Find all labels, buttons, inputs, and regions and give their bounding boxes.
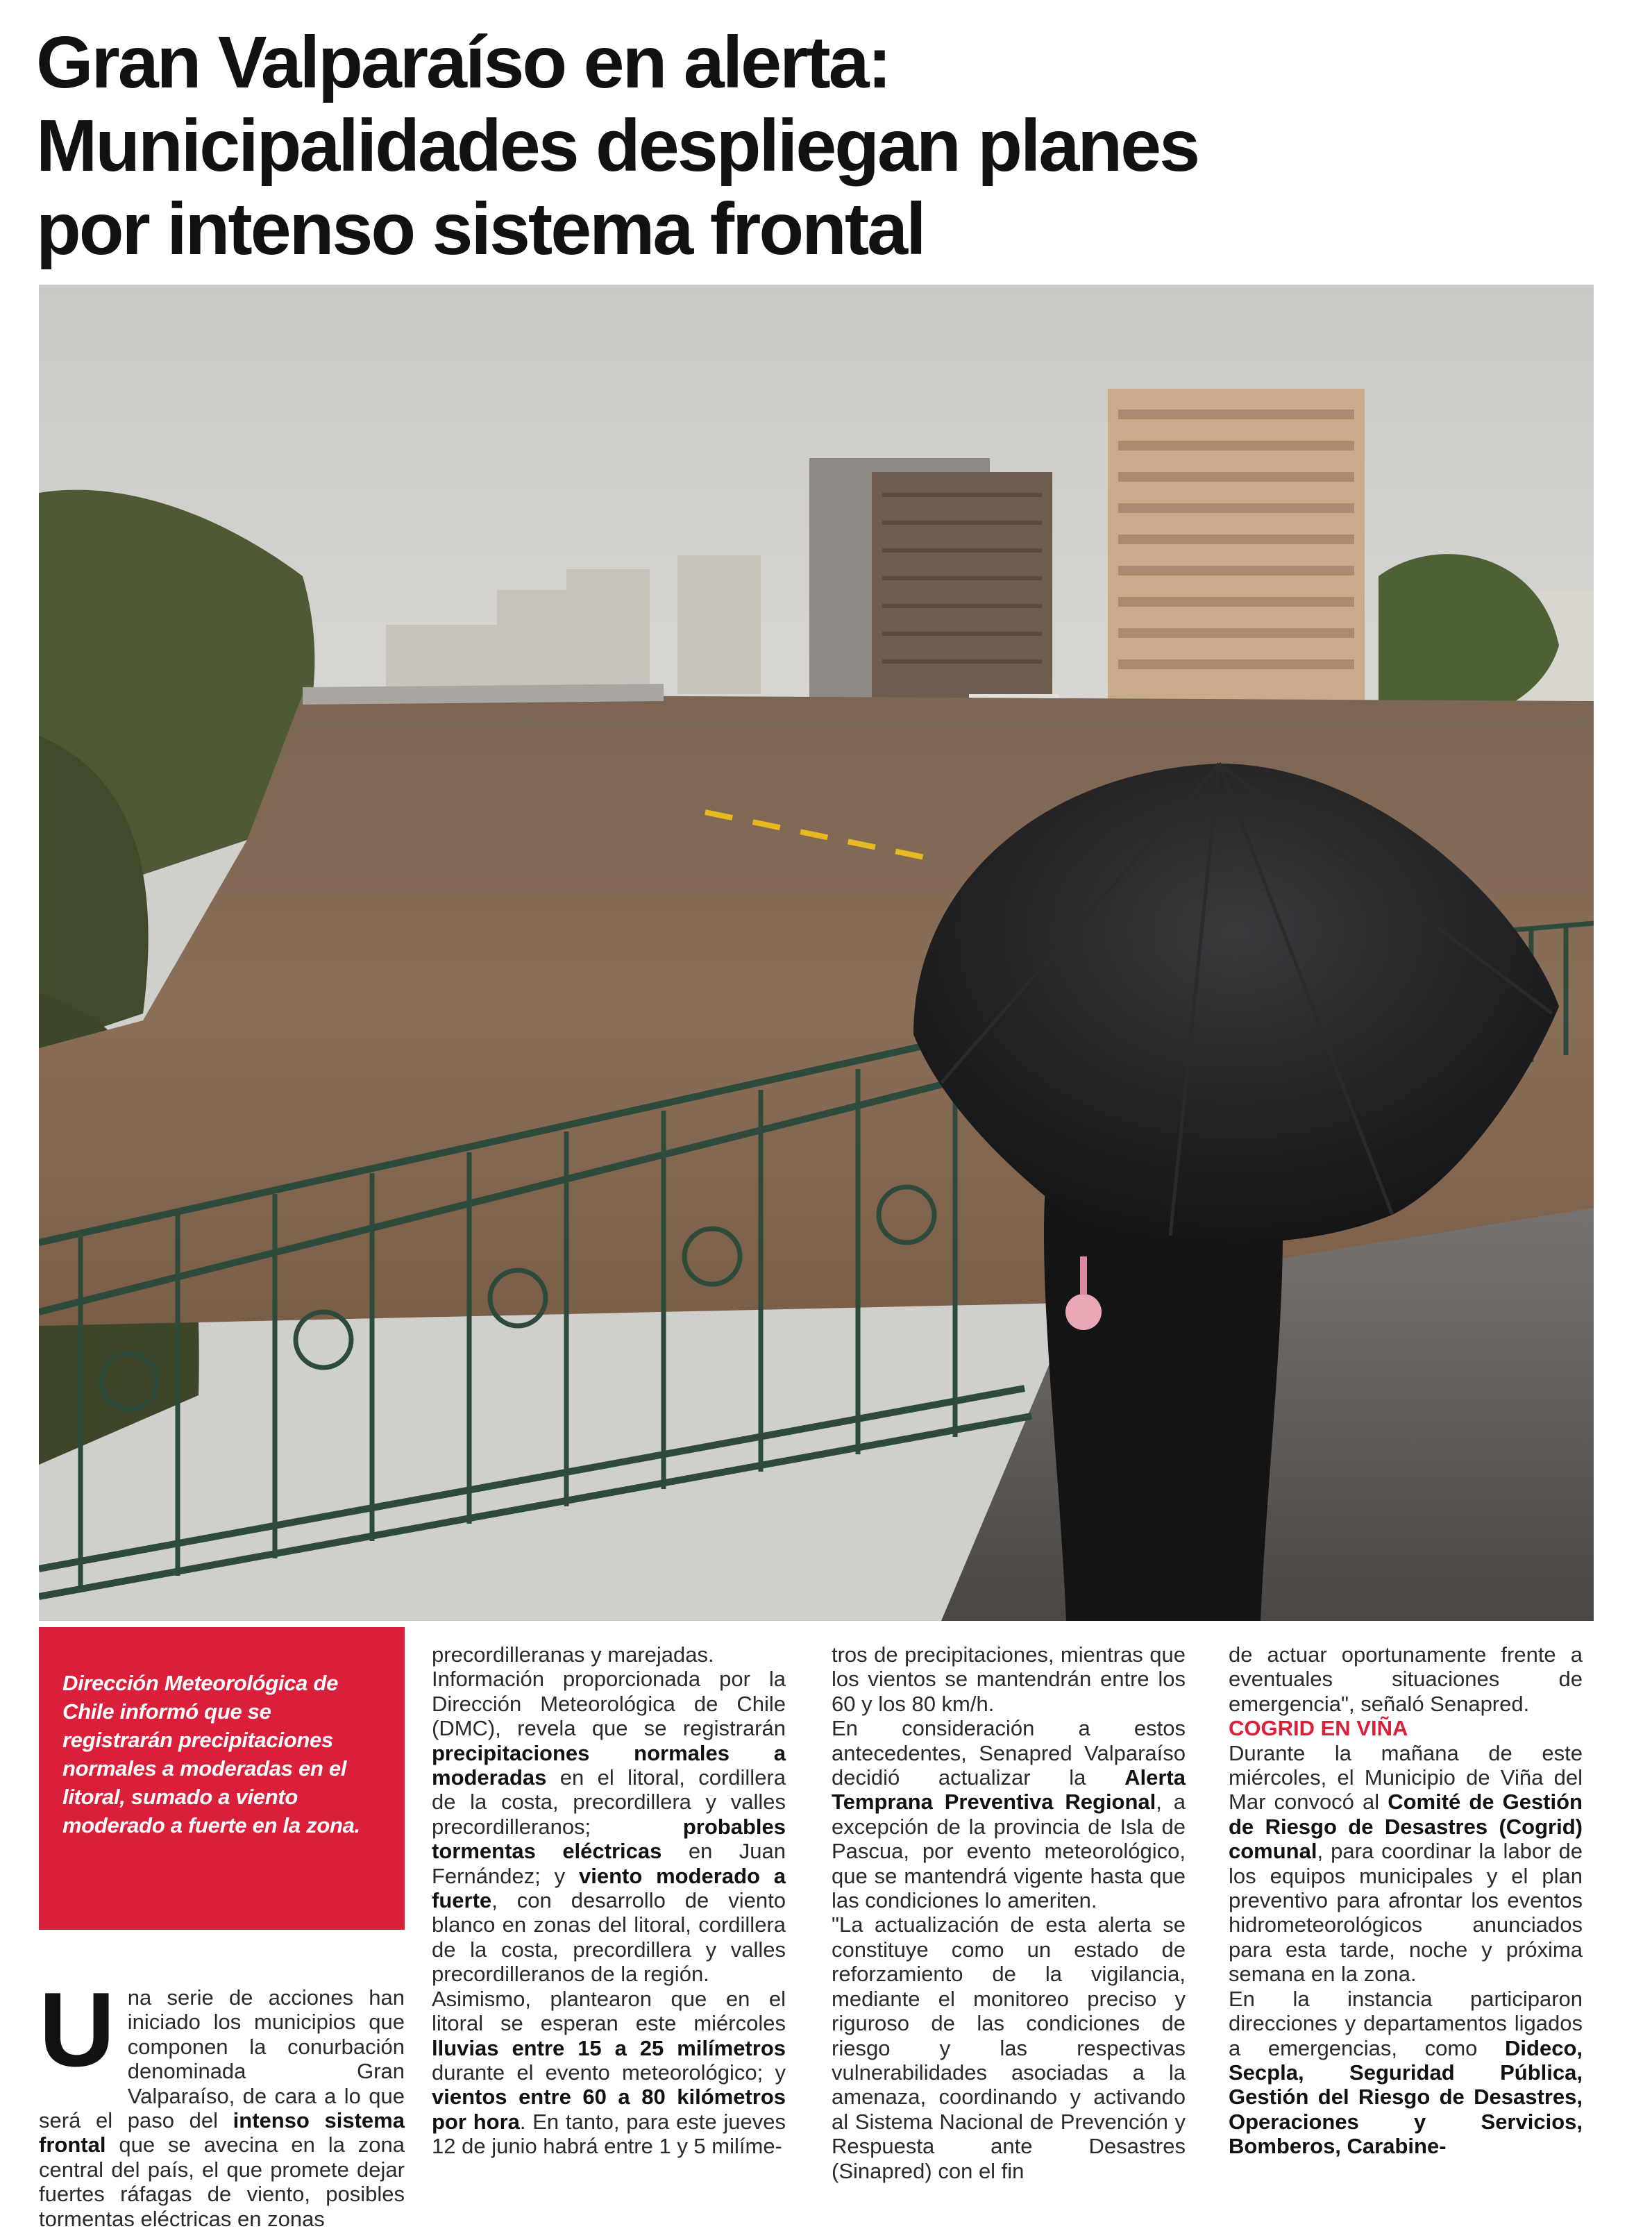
paragraph: En consideración a estos antecedentes, Senapred Valparaíso decidió actualizar la Alerta Temprana Preventiva Regional, a excepción de la provincia de Isla de Pascua, por evento meteorológico, que se mantendrá vigente hasta que las condiciones lo ameriten. — [832, 1716, 1186, 1913]
column-2 — [432, 1642, 786, 2159]
paragraph: na serie de acciones han iniciado los municipios que componen la conurbación denominada Gran Valparaíso, de cara a lo que será el paso del intenso sistema frontal que se avecina en la zona central del país, el que promete dejar fuertes ráfagas de viento, posibles tormentas eléctricas en zonas — [39, 1985, 405, 2231]
paragraph: de actuar oportunamente frente a eventuales situaciones de emergencia", señaló Senapred. — [1229, 1642, 1583, 1716]
paragraph: En la instancia participaron direcciones y departamentos ligados a emergencias, como Dideco, Secpla, Seguridad Pública, Gestión del Riesgo de Desastres, Operaciones y Servicios, Bomberos, Carabine- — [1229, 1986, 1583, 2159]
paragraph: tros de precipitaciones, mientras que los vientos se mantendrán entre los 60 y los 80 km/h. — [832, 1642, 1186, 1716]
drop-cap: U — [39, 1971, 115, 2089]
summary-text: Dirección Meteorológica de Chile informó que se registrarán precipitaciones normales a moderadas en el litoral, sumado a viento moderado a fuerte en la zona. — [62, 1671, 360, 1837]
paragraph: precordilleranas y marejadas. — [432, 1642, 714, 1667]
headline-line-3: por intenso sistema frontal — [36, 188, 925, 270]
article-photo — [39, 285, 1594, 1621]
summary-box — [39, 1627, 405, 1930]
subhead: COGRID EN VIÑA — [1229, 1716, 1408, 1741]
paragraph: Información proporcionada por la Dirección Meteorológica de Chile (DMC), revela que se registrarán precipitaciones normales a moderadas en el litoral, cordillera de la costa, precordillera y valles precordilleranos; probables tormentas eléctricas en Juan Fernández; y viento moderado a fuerte, con desarrollo de viento blanco en zonas del litoral, cordillera de la costa, precordillera y valles precordilleranos de la región. — [432, 1667, 786, 1987]
paragraph: Durante la mañana de este miércoles, el Municipio de Viña del Mar convocó al Comité de Gestión de Riesgo de Desastres (Cogrid) comunal, para coordinar la labor de los equipos municipales y el plan preventivo para afrontar los eventos hidrometeorológicos anunciados para esta tarde, noche y próxima semana en la zona. — [1229, 1740, 1583, 1987]
paragraph: "La actualización de esta alerta se constituye como un estado de reforzamiento de la vigilancia, mediante el monitoreo preciso y riguroso de las condiciones de riesgo y las respectivas vulnerabilidades asociadas a la amenaza, coordinando y activando al Sistema Nacional de Prevención y Respuesta ante Desastres (Sinapred) con el fin — [832, 1912, 1186, 2183]
headline-line-2: Municipalidades despliegan planes — [36, 105, 1199, 187]
paragraph: Asimismo, plantearon que en el litoral se esperan este miércoles lluvias entre 15 a 25 milímetros durante el evento meteorológico; y vientos entre 60 a 80 kilómetros por hora. En tanto, para este jueves 12 de junio habrá entre 1 y 5 milíme- — [432, 1986, 786, 2159]
column-3 — [832, 1642, 1186, 2183]
headline — [36, 21, 1591, 271]
column-4 — [1229, 1642, 1583, 2159]
column-1 — [39, 1971, 405, 2231]
headline-line-1: Gran Valparaíso en alerta: — [36, 22, 890, 103]
